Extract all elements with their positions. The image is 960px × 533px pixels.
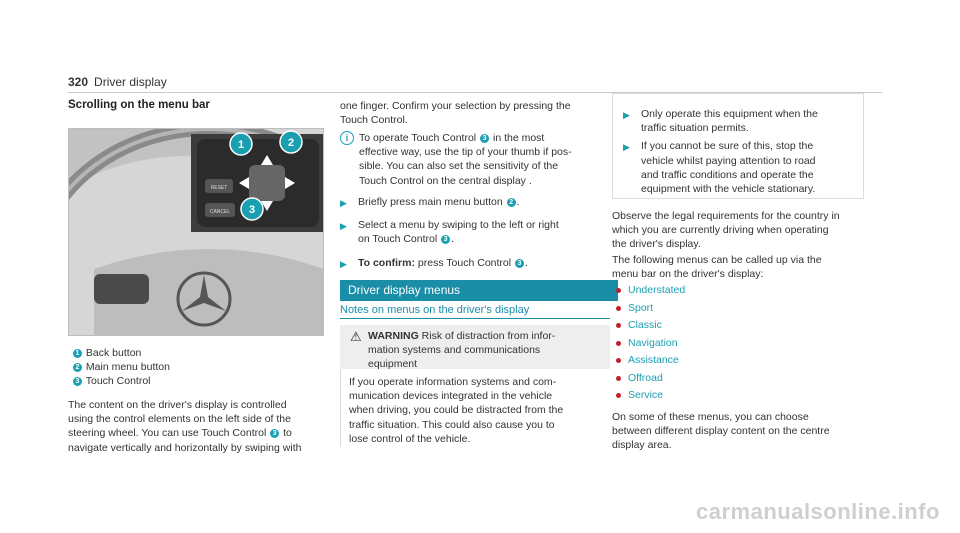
intro-paragraph: The content on the driver's display is controlled using the control elements on the left side of the steering wheel. You can use Touch Control 3 to navigate vertically and horizontally by swiping with bbox=[68, 399, 302, 454]
menu-link-understated[interactable]: Understated bbox=[614, 282, 814, 300]
menu-link-offroad[interactable]: Offroad bbox=[614, 370, 814, 388]
figure-legend bbox=[72, 346, 322, 389]
cancel-button: CANCEL bbox=[209, 209, 231, 215]
col2-continuation: one finger. Confirm your selection by pressing the Touch Control. bbox=[340, 100, 571, 127]
step-arrow-icon: ▶ bbox=[623, 142, 630, 153]
steering-wheel-illustration bbox=[69, 129, 323, 335]
menu-list bbox=[614, 282, 814, 405]
step-press-main-menu: ▶ Briefly press main menu button 2 . bbox=[340, 195, 602, 209]
reset-button: RESET bbox=[210, 185, 228, 191]
action-stop-vehicle: ▶ If you cannot be sure of this, stop the vehicle whilst paying attention to road and traffic conditions and operate the equipment with the vehicle stationary. bbox=[623, 140, 816, 196]
menus-intro: The following menus can be called up via the menu bar on the driver's display: bbox=[612, 254, 822, 281]
action-operate-when-safe: ▶ Only operate this equipment when the traffic situation permits. bbox=[623, 108, 818, 135]
legend-item-touch-control: 3 Touch Control bbox=[72, 374, 322, 388]
steering-wheel-figure bbox=[68, 128, 324, 336]
content-paragraph: On some of these menus, you can choose between different display content on the centre display area. bbox=[612, 411, 830, 452]
note-block: i To operate Touch Control 3 in the most effective way, use the tip of your thumb if pos- sible. You can also set the sensitivity of the Touch Control on the central display . bbox=[340, 131, 600, 188]
section-heading-scrolling: Scrolling on the menu bar bbox=[68, 99, 210, 111]
menu-link-assistance[interactable]: Assistance bbox=[614, 352, 814, 370]
callout-3: 3 bbox=[248, 204, 256, 216]
bullet-dot-icon bbox=[616, 288, 621, 293]
step-confirm: ▶ To confirm: press Touch Control 3 . bbox=[340, 256, 602, 270]
watermark: carmanualsonline.info bbox=[696, 499, 940, 524]
menu-link-service[interactable]: Service bbox=[614, 387, 814, 405]
menu-link-sport[interactable]: Sport bbox=[614, 300, 814, 318]
page-header bbox=[68, 75, 167, 89]
callout-2: 2 bbox=[287, 137, 295, 149]
step-select-menu: ▶ Select a menu by swiping to the left or right on Touch Control 3 . bbox=[340, 219, 559, 246]
legend-item-main-menu: 2 Main menu button bbox=[72, 360, 322, 374]
steps-list bbox=[340, 195, 602, 279]
warning-actions-box bbox=[612, 93, 864, 199]
menu-link-navigation[interactable]: Navigation bbox=[614, 335, 814, 353]
legal-paragraph: Observe the legal requirements for the country in which you are currently driving when operating the driver's display. bbox=[612, 210, 840, 251]
bullet-dot-icon bbox=[616, 323, 621, 328]
bullet-dot-icon bbox=[616, 341, 621, 346]
subsection-title-notes: Notes on menus on the driver's display bbox=[340, 304, 610, 319]
bullet-dot-icon bbox=[616, 376, 621, 381]
callout-1: 1 bbox=[237, 139, 245, 151]
chapter-title: Driver display bbox=[94, 75, 167, 89]
info-icon: i bbox=[340, 131, 354, 145]
step-arrow-icon: ▶ bbox=[623, 110, 630, 120]
page-number: 320 bbox=[68, 75, 89, 89]
warning-triangle-icon: ⚠ bbox=[350, 329, 362, 344]
bullet-dot-icon bbox=[616, 393, 621, 398]
bullet-dot-icon bbox=[616, 306, 621, 311]
menu-link-classic[interactable]: Classic bbox=[614, 317, 814, 335]
section-bar-driver-display-menus: Driver display menus bbox=[340, 280, 618, 301]
step-arrow-icon: ▶ bbox=[340, 198, 347, 208]
bullet-dot-icon bbox=[616, 358, 621, 363]
warning-body: If you operate information systems and com- munication devices integrated in the vehicle when driving, you could be distracted from the traffic situation. This could also cause you to lose control of the vehicle. bbox=[340, 369, 611, 447]
step-arrow-icon: ▶ bbox=[340, 258, 347, 269]
step-arrow-icon: ▶ bbox=[340, 221, 347, 232]
legend-item-back: 1 Back button bbox=[72, 346, 322, 360]
warning-header: ⚠ WARNING Risk of distraction from infor- mation systems and communications equipment bbox=[340, 325, 610, 369]
